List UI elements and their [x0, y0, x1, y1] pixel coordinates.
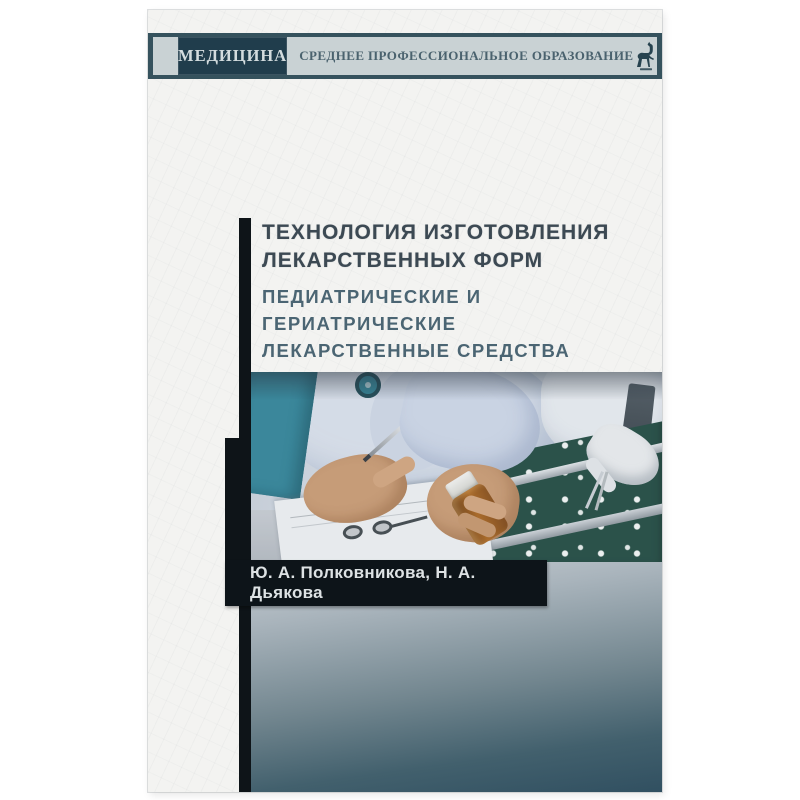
book-subtitle	[262, 283, 570, 364]
series-label: СРЕДНЕЕ ПРОФЕССИОНАЛЬНОЕ ОБРАЗОВАНИЕ	[299, 48, 634, 63]
title-line-1: ТЕХНОЛОГИЯ ИЗГОТОВЛЕНИЯ	[262, 221, 610, 244]
lan-publisher-deer-logo	[633, 40, 659, 72]
series-band-inner	[153, 37, 657, 75]
series-band	[148, 33, 662, 79]
series-badge: МЕДИЦИНА	[178, 37, 287, 75]
authors-text: Ю. А. Полковникова, Н. А. Дьякова	[250, 563, 476, 602]
subtitle-line-1: ПЕДИАТРИЧЕСКИЕ И	[262, 286, 482, 307]
subtitle-line-2: ГЕРИАТРИЧЕСКИЕ	[262, 313, 457, 334]
cover-photo	[251, 372, 662, 562]
left-accent-bar-wide	[225, 438, 251, 562]
subtitle-line-3: ЛЕКАРСТВЕННЫЕ СРЕДСТВА	[262, 340, 571, 361]
book-title	[262, 219, 609, 275]
authors-band	[225, 560, 547, 606]
title-line-2: ЛЕКАРСТВЕННЫХ ФОРМ	[262, 249, 544, 272]
book-cover	[148, 10, 662, 792]
photo-tint-overlay	[251, 372, 662, 562]
